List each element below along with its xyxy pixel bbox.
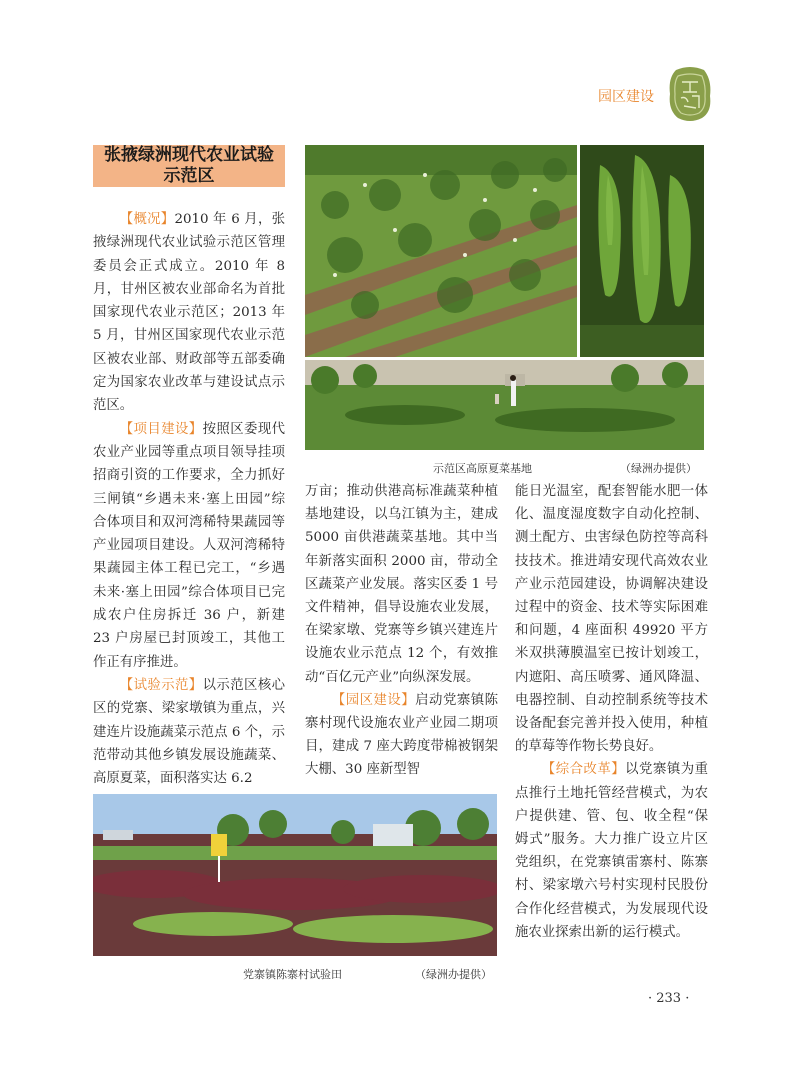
- tag-projects: 【项目建设】: [119, 421, 203, 437]
- article-title: [93, 145, 285, 187]
- photo-test-field: [93, 794, 497, 956]
- paragraph-reform: 【综合改革】以党寨镇为重点推行土地托管经营模式，为农户提供建、管、包、收全程“保姆式”服务。大力推广设立片区党组织，在党寨镇雷寨村、陈寨村、梁家墩六号村实现村民股份合作化经营模式，为发展现代设施农业探索出新的运行模式。: [515, 762, 709, 940]
- caption-bottom-right: （绿洲办提供）: [415, 968, 492, 981]
- caption-top-left: 示范区高原夏菜基地: [433, 462, 532, 475]
- page-number: · 233 ·: [648, 991, 690, 1006]
- tag-overview: 【概况】: [119, 212, 175, 227]
- paragraph-demonstration: 【试验示范】以示范区核心区的党寨、梁家墩镇为重点，兴建连片设施蔬菜示范点 6 个，示范带动其他乡镇发展设施蔬菜、高原夏菜，面积落实达 6.2: [93, 677, 286, 787]
- tag-reform: 【综合改革】: [541, 762, 626, 778]
- title-line-1: 张掖绿洲现代农业试验: [104, 145, 274, 165]
- text-column-1: [93, 208, 285, 790]
- paragraph-continued-2: 能日光温室，配套智能水肥一体化、温度湿度数字自动化控制、测土配方、虫害绿色防控等高科技技术。推进靖安现代高效农业产业示范园建设，协调解决建设过程中的资金、技术等实际困难和问题，4 座面积 49920 平方米双拱薄膜温室已按计划竣工，内遮阳、高压喷雾、通风降温、电器控制、自动控制系统等技术设备配套完善并投入使用，种植的草莓等作物长势良好。: [515, 484, 708, 755]
- paragraph-overview: 【概况】2010 年 6 月，张掖绿洲现代农业试验示范区管理委员会正式成立。2010 年 8 月，甘州区被农业部命名为首批国家现代农业示范区；2013 年 5 月，甘州区国家现代农业示范区被农业部、财政部等五部委确定为国家农业改革与建设试点示范区。: [93, 212, 286, 414]
- tag-park-construction: 【园区建设】: [331, 692, 416, 708]
- photo-field-workers: [305, 360, 704, 450]
- section-label: 园区建设: [598, 89, 654, 105]
- caption-bottom-left: 党寨镇陈寨村试验田: [243, 968, 342, 981]
- paragraph-park-construction: 【园区建设】启动党寨镇陈寨村现代设施农业产业园二期项目，建成 7 座大跨度带棉被钢架大棚、30 座新型智: [305, 692, 499, 778]
- photo-green-peppers: [580, 145, 704, 357]
- caption-top-right: （绿洲办提供）: [620, 462, 697, 475]
- paragraph-projects: 【项目建设】按照区委现代农业产业园等重点项目领导挂项招商引资的工作要求，全力抓好三闸镇“乡遇未来·塞上田园”综合体项目和双河湾稀特果蔬园等产业园项目建设。人双河湾稀特果蔬园主体工程已完工，“乡遇未来·塞上田园”综合体项目已完成农户住房拆迁 36 户，新建 23 户房屋已封顶竣工，其他工作正有序推进。: [93, 421, 286, 670]
- text-column-2: [305, 480, 498, 782]
- seal-stamp-icon: [668, 66, 712, 122]
- paragraph-continued: 万亩；推动供港高标准蔬菜种植基地建设，以乌江镇为主，建成 5000 亩供港蔬菜基地。其中当年新落实面积 2000 亩，带动全区蔬菜产业发展。落实区委 1 号文件精神，倡导设施农业发展，在梁家墩、党寨等乡镇兴建连片设施农业示范点 12 个，有效推动“百亿元产业”向纵深发展。: [305, 484, 498, 685]
- text-column-3: [515, 480, 708, 944]
- tag-demonstration: 【试验示范】: [119, 677, 203, 693]
- title-line-2: 示范区: [163, 166, 215, 186]
- photo-potato-field: [305, 145, 577, 357]
